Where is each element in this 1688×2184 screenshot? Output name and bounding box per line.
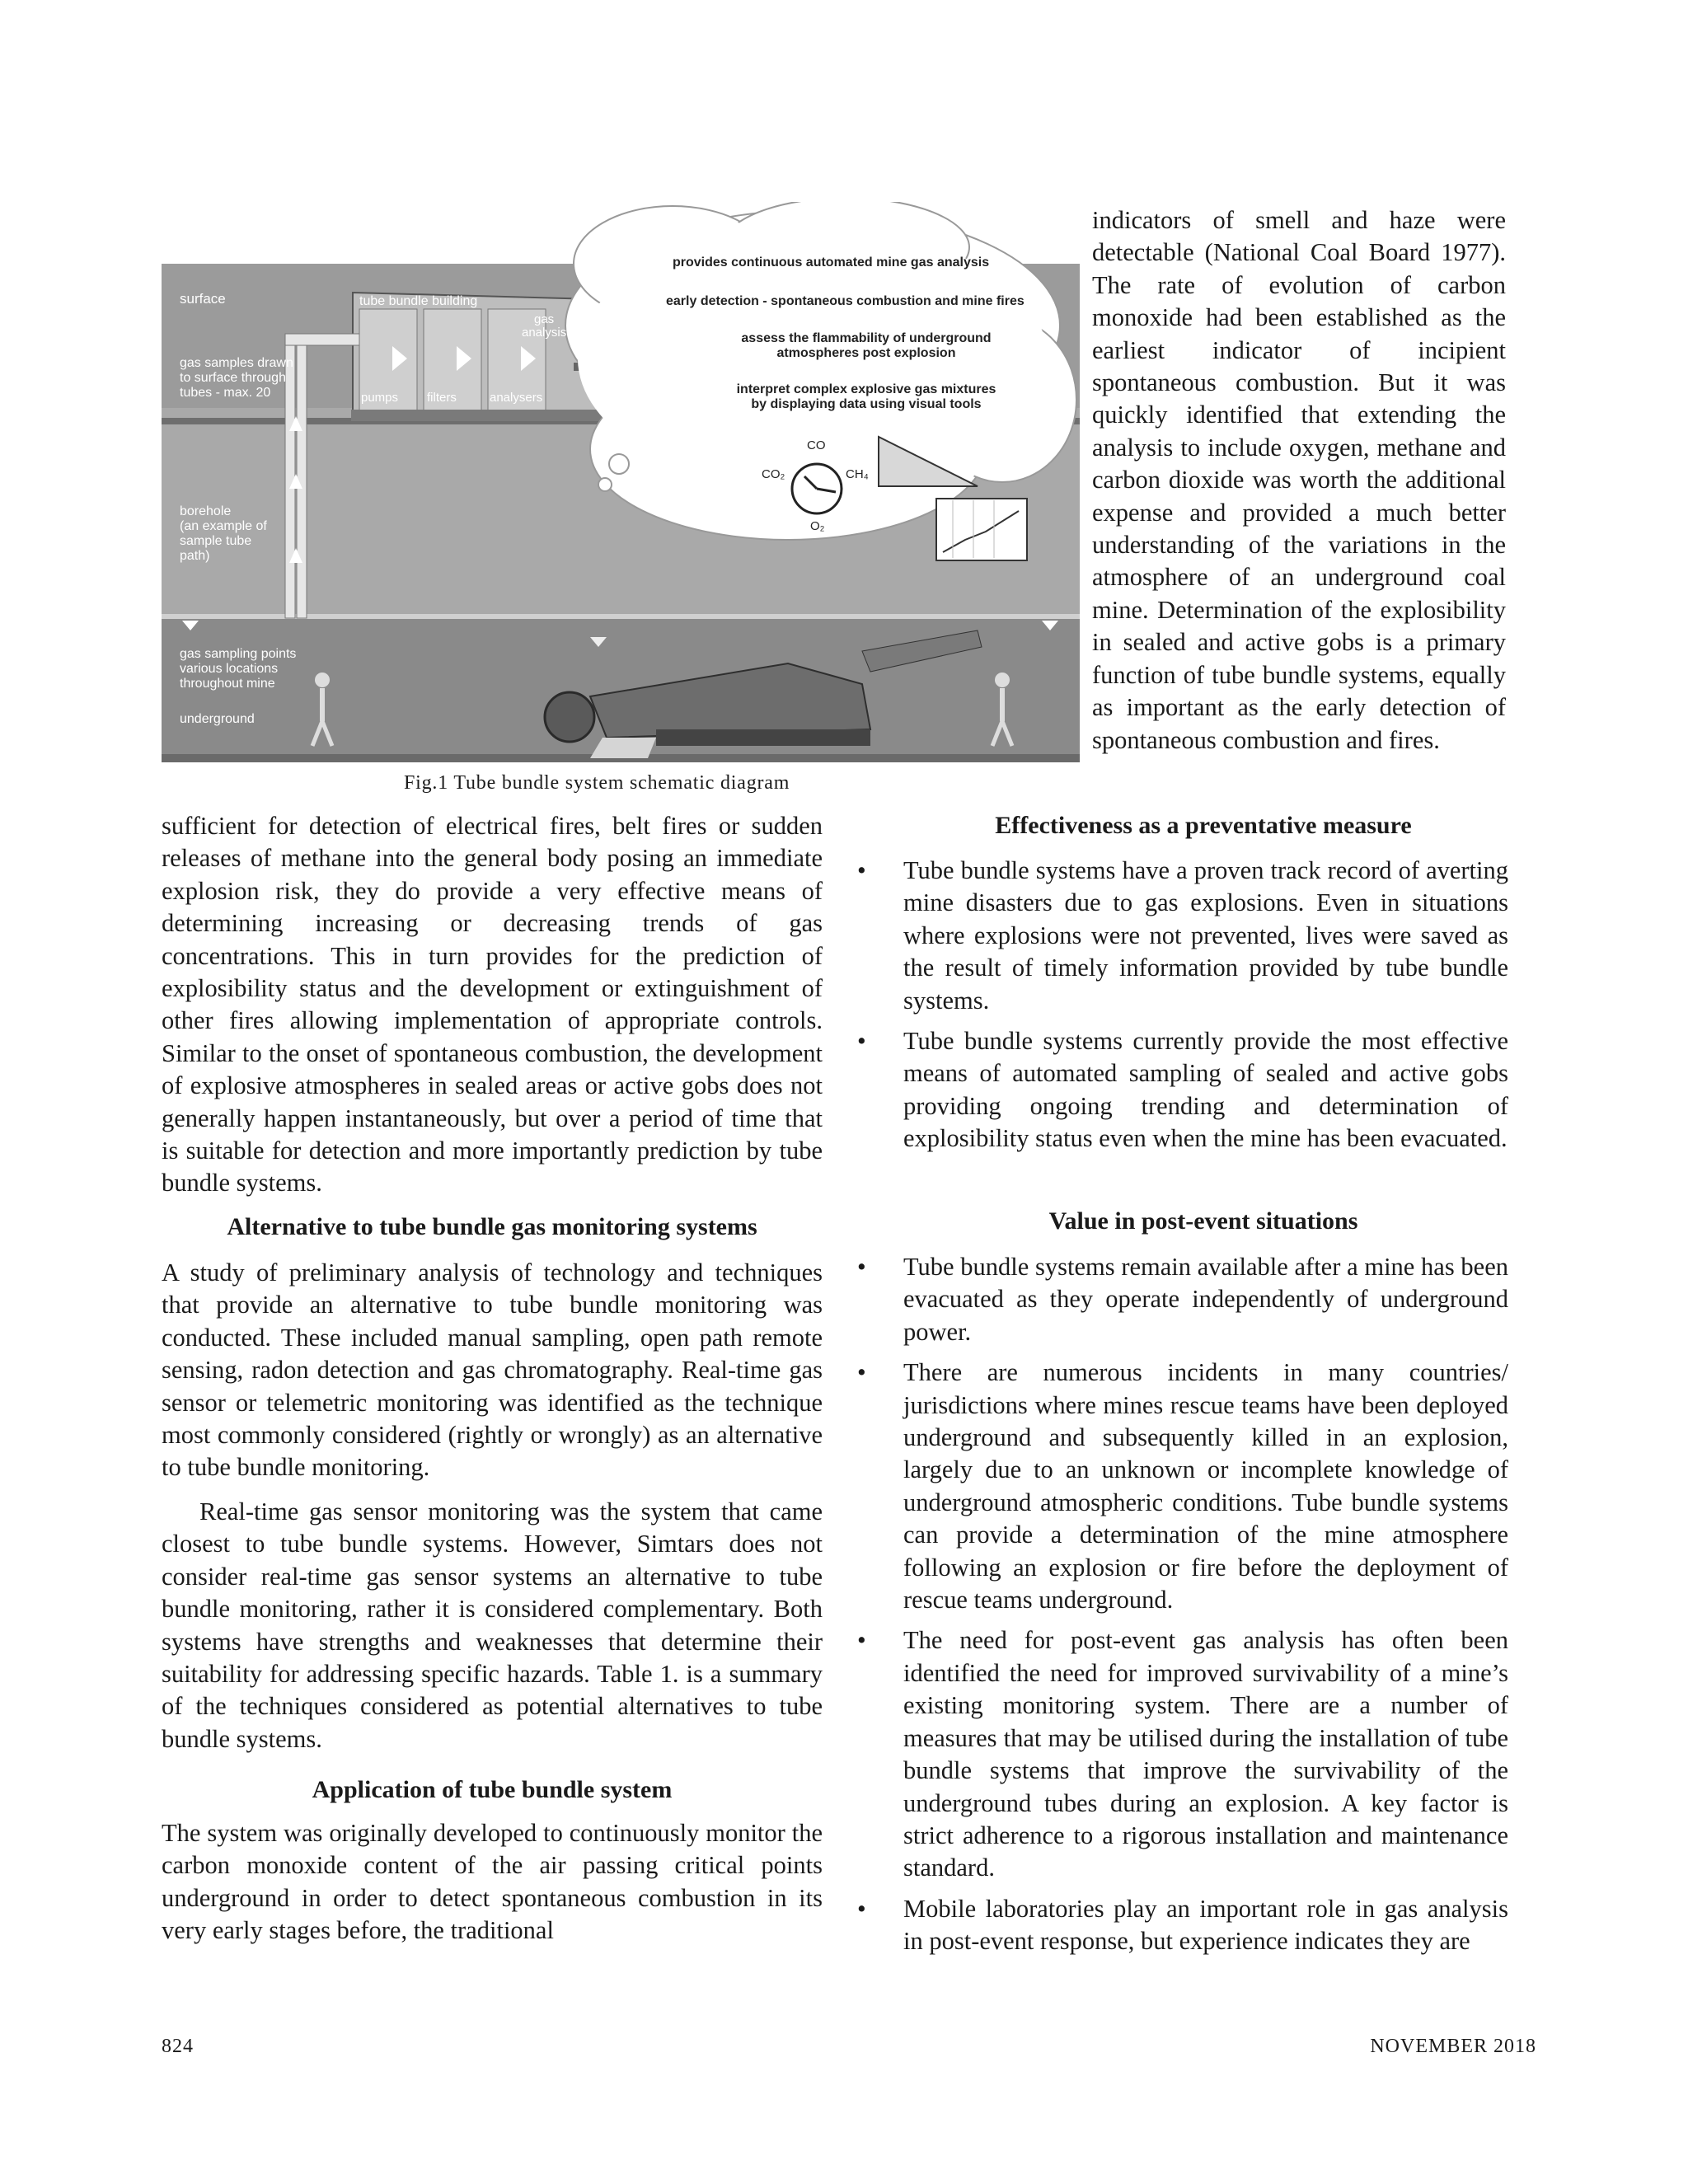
cloud-line-1: provides continuous automated mine gas analysis <box>673 255 990 269</box>
bullet-item <box>857 855 1508 1017</box>
bullet-text: Mobile laboratories play an important role in gas analysis in post-event response, but experience indicates they are <box>903 1894 1508 1956</box>
bullet-marker: • <box>857 1626 866 1655</box>
bullet-item <box>857 1251 1508 1348</box>
label-building: tube bundle building <box>359 294 478 308</box>
gas-gauge-icon <box>792 464 842 513</box>
tube-to-building <box>285 334 359 345</box>
left-paragraph-1: sufficient for detection of electrical fires, belt fires or sudden releases of methane into the general body posing an immediate explosion risk, they do provide a very effective means of determining increasing or decreasing trends of gas concentrations. This in turn provides for the prediction of explosibility status and the development or extinguishment of other fires allowing implementation of appropriate controls. Similar to the onset of spontaneous combustion, the development of explosive atmospheres in sealed areas or active gobs does not generally happen instantaneously, but over a period of time that is suitable for detection and more importantly prediction by tube bundle systems. <box>162 812 823 1197</box>
page-number: 824 <box>162 2036 194 2057</box>
borehole-tube <box>297 338 307 618</box>
cloud-line-2: early detection - spontaneous combustion and mine fires <box>666 294 1025 308</box>
left-paragraph-2: A study of preliminary analysis of technology and techniques that provide an alternative to tube bundle monitoring was conducted. These included manual sampling, open path remote sensing, radon detection and gas chromatography. Real-time gas sensor or telemetric monitoring was identified as the technique most commonly considered (rightly or wrongly) as an alternative to tube bundle monitoring. <box>162 1258 823 1482</box>
heading-effectiveness: Effectiveness as a preventative measure <box>995 812 1412 839</box>
label-analysers: analysers <box>490 391 543 405</box>
bullet-marker: • <box>857 1894 866 1923</box>
cloud-line-3b: atmospheres post explosion <box>776 346 956 360</box>
bullet-marker: • <box>857 856 866 884</box>
label-gas-analysis-2: analysis <box>522 326 567 340</box>
cloud-line-4a: interpret complex explosive gas mixtures <box>736 382 996 396</box>
label-sampling-3: throughout mine <box>180 677 275 691</box>
label-gas-samples-3: tubes - max. 20 <box>180 386 271 400</box>
gauge-label-o2: O₂ <box>810 519 825 533</box>
bullet-item <box>857 1357 1508 1616</box>
bullet-item <box>857 1624 1508 1884</box>
bullet-text: Tube bundle systems currently provide the most effective means of automated sampling of sealed and active gobs providing ongoing trending and determination of explosibility status even when the mine has been evacuated. <box>903 1027 1508 1153</box>
label-filters: filters <box>427 391 457 405</box>
bullet-text: The need for post-event gas analysis has often been identified the need for improved survivability of a mine’s existing monitoring system. There are a number of measures that may be utilised during the installation of tube bundle systems that improve the survivability of the underground tubes during an explosion. A key factor is strict adherence to a rigorous installation and maintenance standard. <box>903 1626 1508 1882</box>
post-event-bullet-list <box>857 1251 1508 1966</box>
issue-date: NOVEMBER 2018 <box>1370 2036 1536 2057</box>
label-borehole-2: (an example of <box>180 519 267 533</box>
left-paragraph-4: The system was originally developed to continuously monitor the carbon monoxide content of the air passing critical points underground in order to detect spontaneous combustion in its very early stages before, the traditional <box>162 1819 823 1945</box>
label-borehole-4: path) <box>180 549 210 563</box>
figure-caption: Fig.1 Tube bundle system schematic diagram <box>404 772 790 794</box>
bullet-text: Tube bundle systems remain available after a mine has been evacuated as they operate independently of underground power. <box>903 1253 1508 1346</box>
label-gas-samples-2: to surface through <box>180 371 286 385</box>
label-sampling-2: various locations <box>180 662 279 676</box>
label-gas-samples-1: gas samples drawn <box>180 356 293 370</box>
bullet-marker: • <box>857 1253 866 1281</box>
label-underground: underground <box>180 712 255 726</box>
gauge-label-co2: CO₂ <box>762 467 785 481</box>
bullet-marker: • <box>857 1358 866 1387</box>
bullet-text: Tube bundle systems have a proven track record of averting mine disasters due to gas explosions. Even in situations where explosions were not prevented, lives were saved as the result of timely information provided by tube bundle systems. <box>903 856 1508 1015</box>
effectiveness-bullet-list <box>857 855 1508 1164</box>
label-sampling-1: gas sampling points <box>180 647 297 661</box>
label-gas-analysis-1: gas <box>534 312 555 326</box>
label-surface: surface <box>180 291 226 307</box>
cloud-line-4b: by displaying data using visual tools <box>751 397 982 411</box>
bullet-item <box>857 1025 1508 1155</box>
right-top-paragraph: indicators of smell and haze were detectable (National Coal Board 1977). The rate of evolution of carbon monoxide had been established as the earliest indicator of incipient spontaneous combustion. But it was quickly identified that extending the analysis to include oxygen, methane and carbon dioxide was worth the additional expense and provided a much better understanding of the variations in the atmosphere of an underground coal mine. Determination of the explosibility in sealed and active gobs is a primary function of tube bundle systems, equally as important as the early detection of spontaneous combustion and fires. <box>1092 206 1506 754</box>
borehole-tube <box>285 338 295 618</box>
gauge-label-ch4: CH₄ <box>846 467 869 481</box>
gauge-label-co: CO <box>807 438 826 452</box>
cloud-line-3a: assess the flammability of underground <box>741 331 992 345</box>
bullet-text: There are numerous incidents in many countries/ jurisdictions where mines rescue teams have been deployed underground and subsequently killed in an explosion, largely due to an unknown or incomplete knowledge of underground atmospheric conditions. Tube bundle systems can provide a determination of the mine atmosphere following an explosion or fire before the deployment of rescue teams underground. <box>903 1358 1508 1615</box>
bullet-marker: • <box>857 1027 866 1056</box>
left-paragraph-3: Real-time gas sensor monitoring was the system that came closest to tube bundle systems. However, Simtars does not consider real-time gas sensor systems an alternative to tube bundle monitoring, rather it is considered complementary. Both systems have strengths and weaknesses that determine their suitability for addressing specific hazards. Table 1. is a summary of the techniques considered as potential alternatives to tube bundle systems. <box>162 1497 823 1753</box>
bullet-item <box>857 1893 1508 1958</box>
label-pumps: pumps <box>361 391 399 405</box>
tube-bundle-schematic-figure <box>162 202 1080 762</box>
heading-alternative: Alternative to tube bundle gas monitoring systems <box>227 1213 757 1240</box>
label-borehole-3: sample tube <box>180 534 252 548</box>
heading-post-event: Value in post-event situations <box>1048 1207 1358 1235</box>
label-borehole-1: borehole <box>180 504 232 518</box>
heading-application: Application of tube bundle system <box>312 1776 673 1803</box>
